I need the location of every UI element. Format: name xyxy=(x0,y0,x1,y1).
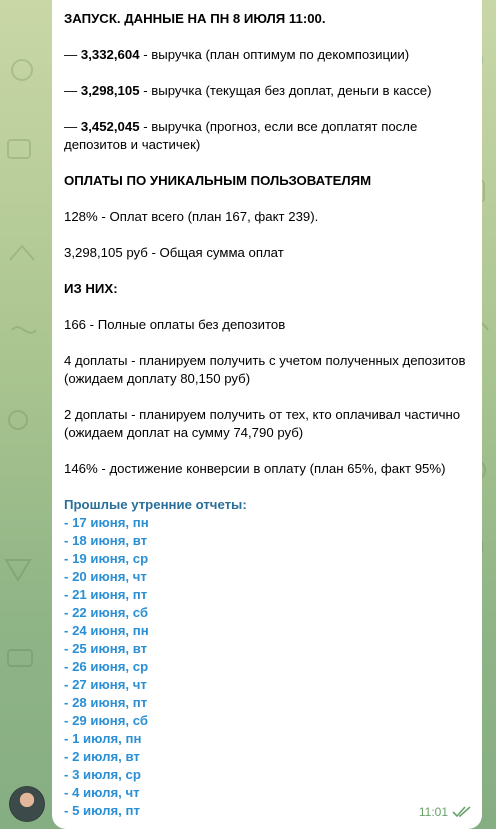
revenue-forecast-line: — 3,452,045 - выручка (прогноз, если все доплатят после депозитов и частичек) xyxy=(64,119,418,152)
past-reports-list xyxy=(64,514,466,820)
past-report-link[interactable]: - 21 июня, пт xyxy=(64,587,148,602)
deposits-2: 2 доплаты - планируем получить от тех, кто оплачивал частично (ожидаем доплат на сумму 74,790 руб) xyxy=(64,407,461,440)
message-time: 11:01 xyxy=(418,805,448,819)
past-report-link[interactable]: - 29 июня, сб xyxy=(64,713,149,728)
past-report-link[interactable]: - 5 июля, пт xyxy=(64,803,140,818)
past-report-link[interactable]: - 18 июня, вт xyxy=(64,533,148,548)
paid-total: 128% - Оплат всего (план 167, факт 239). xyxy=(64,209,319,224)
past-report-link[interactable]: - 26 июня, ср xyxy=(64,659,149,674)
of-them-heading: ИЗ НИХ: xyxy=(64,281,118,296)
past-report-link[interactable]: - 1 июля, пн xyxy=(64,731,142,746)
past-report-link[interactable]: - 4 июля, чт xyxy=(64,785,140,800)
past-report-link[interactable]: - 20 июня, чт xyxy=(64,569,147,584)
past-report-link[interactable]: - 3 июля, ср xyxy=(64,767,141,782)
conversion: 146% - достижение конверсии в оплату (план 65%, факт 95%) xyxy=(64,461,446,476)
sum-total: 3,298,105 руб - Общая сумма оплат xyxy=(64,245,284,260)
revenue-plan-value: 3,332,604 xyxy=(80,47,140,62)
revenue-current-text: - выручка (текущая без доплат, деньги в кассе) xyxy=(139,83,432,98)
revenue-current-value: 3,298,105 xyxy=(80,83,140,98)
revenue-plan-line: — 3,332,604 - выручка (план оптимум по декомпозиции) xyxy=(64,47,410,62)
message-meta xyxy=(419,803,472,821)
past-report-link[interactable]: - 17 июня, пн xyxy=(64,515,149,530)
report-title: ЗАПУСК. ДАННЫЕ НА ПН 8 ИЮЛЯ 11:00. xyxy=(64,11,326,26)
read-checkmarks-icon xyxy=(452,806,472,818)
full-payments: 166 - Полные оплаты без депозитов xyxy=(64,317,286,332)
past-report-link[interactable]: - 22 июня, сб xyxy=(64,605,149,620)
past-report-link[interactable]: - 25 июня, вт xyxy=(64,641,148,656)
revenue-forecast-value: 3,452,045 xyxy=(80,119,140,134)
past-report-link[interactable]: - 19 июня, ср xyxy=(64,551,149,566)
past-report-link[interactable]: - 28 июня, пт xyxy=(64,695,148,710)
revenue-plan-text: - выручка (план оптимум по декомпозиции) xyxy=(139,47,410,62)
revenue-forecast-text: - выручка (прогноз, если все доплатят после депозитов и частичек) xyxy=(64,119,418,152)
payments-heading: ОПЛАТЫ ПО УНИКАЛЬНЫМ ПОЛЬЗОВАТЕЛЯМ xyxy=(64,173,372,188)
past-reports-heading: Прошлые утренние отчеты: xyxy=(64,497,247,512)
revenue-current-line: — 3,298,105 - выручка (текущая без доплат, деньги в кассе) xyxy=(64,83,432,98)
past-report-link[interactable]: - 2 июля, вт xyxy=(64,749,140,764)
past-report-link[interactable]: - 24 июня, пн xyxy=(64,623,149,638)
message-bubble xyxy=(52,0,482,829)
deposits-4: 4 доплаты - планируем получить с учетом полученных депозитов (ожидаем доплату 80,150 руб) xyxy=(64,353,466,386)
sender-avatar[interactable] xyxy=(9,786,45,822)
past-report-link[interactable]: - 27 июня, чт xyxy=(64,677,147,692)
